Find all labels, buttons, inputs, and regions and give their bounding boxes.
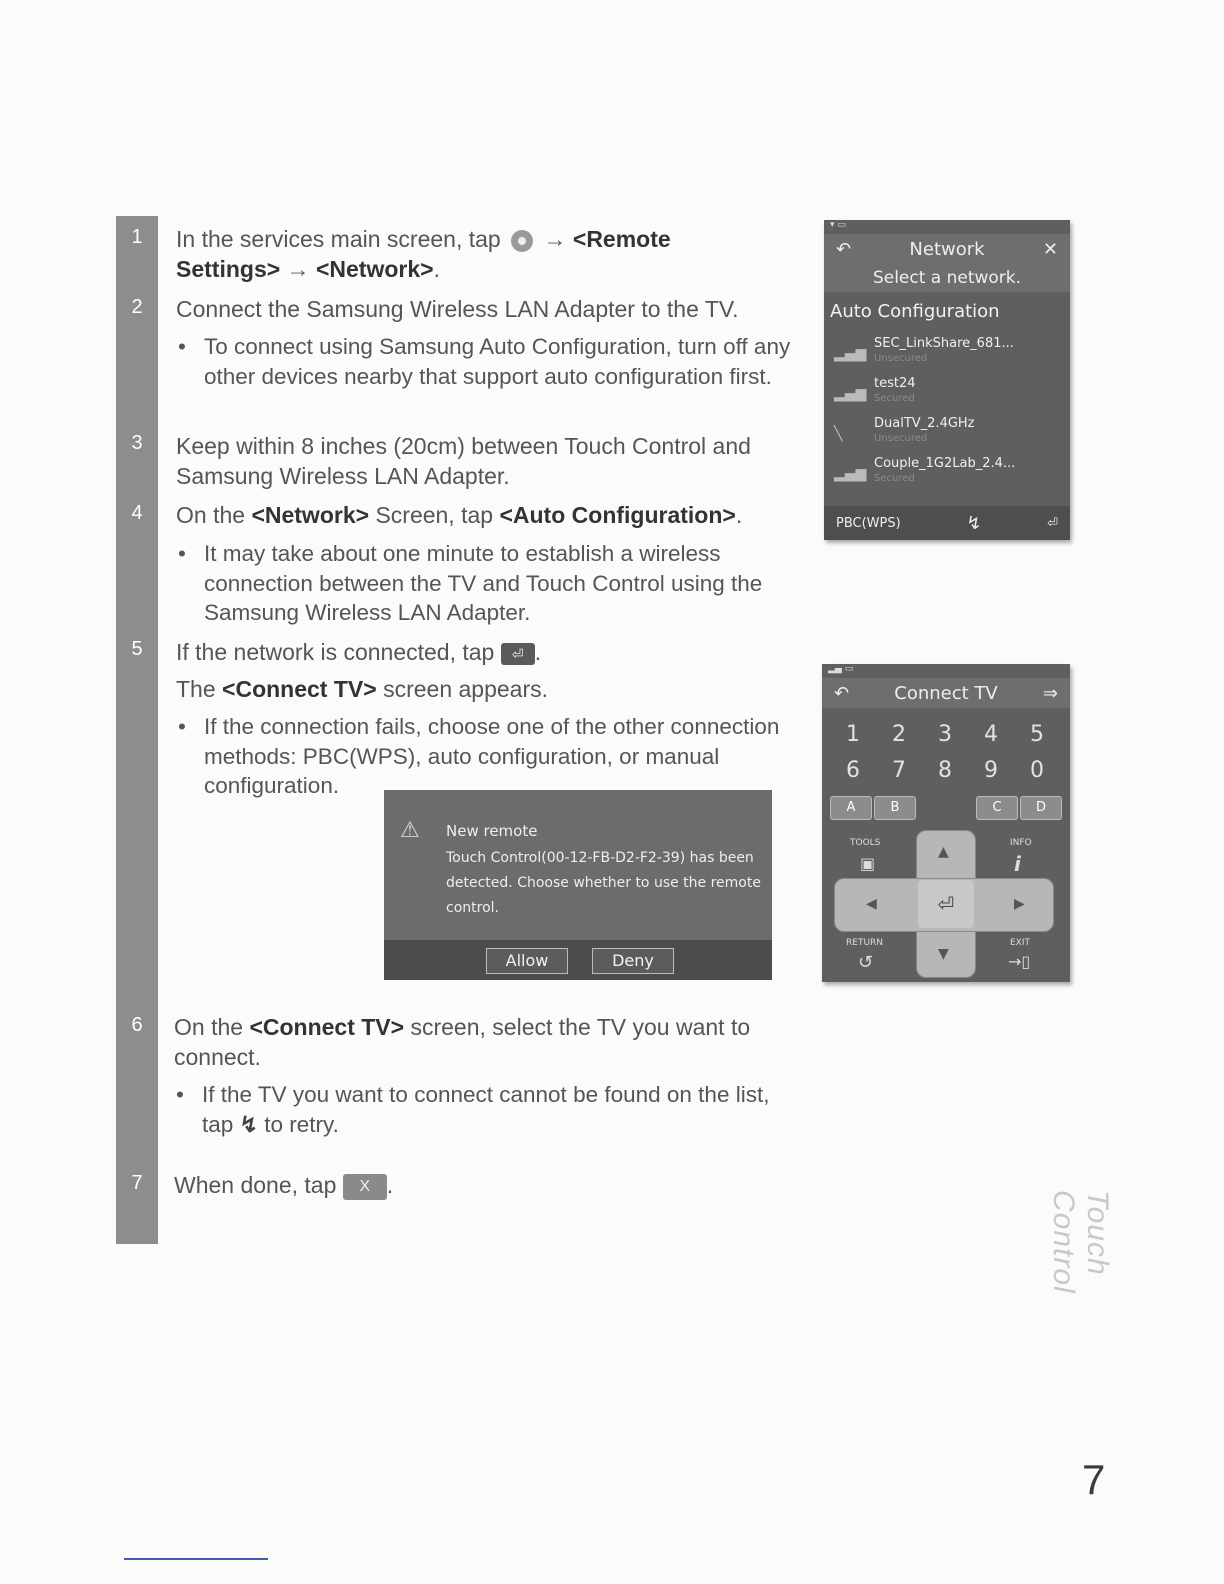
enter-icon[interactable]: ⏎ (1047, 515, 1058, 531)
step-4-bullet: • It may take about one minute to establish a wireless connection between the TV and Touch Control using the Samsung Wireless LAN Adapter. (178, 541, 763, 625)
tools-icon[interactable]: ▣ (860, 854, 876, 873)
color-key-c[interactable]: C (976, 796, 1018, 820)
network-bottombar (824, 506, 1070, 540)
network-item[interactable]: ▂▄▆ SEC_LinkShare_681... Unsecured (834, 336, 1014, 364)
network-item[interactable]: ▂▄▆ test24 Secured (834, 376, 916, 404)
step-6-bullet: • If the TV you want to connect cannot be found on the list, tap ↯ to retry. (176, 1082, 770, 1137)
dialog-title: New remote (446, 822, 538, 840)
step-number: 5 (131, 638, 143, 660)
retry-icon: ↯ (239, 1111, 258, 1137)
dpad-left-icon[interactable]: ◀ (866, 896, 877, 912)
number-key[interactable]: 1 (846, 722, 860, 747)
status-bar: ▂▄ ▭ (828, 664, 854, 674)
step-1-text: In the services main screen, tap → <Remote Settings> → <Network>. (176, 226, 671, 282)
forward-icon[interactable]: ⇒ (1042, 682, 1058, 704)
number-key[interactable]: 9 (984, 758, 998, 783)
dialog-message: Touch Control(00-12-FB-D2-F2-39) has been detected. Choose whether to use the remote control. (446, 850, 761, 916)
step-number: 2 (131, 296, 143, 318)
network-titlebar (824, 234, 1070, 264)
number-key[interactable]: 0 (1030, 758, 1044, 783)
back-icon[interactable]: ↶ (836, 238, 852, 260)
warning-icon: ⚠ (400, 818, 420, 843)
return-label: RETURN (846, 938, 884, 948)
back-icon[interactable]: ↶ (834, 682, 850, 704)
network-screen (824, 220, 1070, 540)
info-icon[interactable]: i (1014, 852, 1021, 876)
connect-titlebar (822, 678, 1070, 708)
bullet-dot: • (176, 1082, 184, 1107)
signal-icon: ▂▄▆ (834, 466, 867, 482)
step-5-text: If the network is connected, tap ⏎ . (176, 639, 542, 665)
bullet-dot: • (178, 541, 186, 566)
step-3-text: Keep within 8 inches (20cm) between Touch Control and Samsung Wireless LAN Adapter. (176, 433, 751, 489)
step-number: 1 (131, 226, 143, 248)
dpad-down-icon[interactable]: ▼ (938, 946, 949, 962)
close-button-icon: X (343, 1174, 387, 1200)
step-number: 3 (131, 432, 143, 454)
number-key[interactable]: 2 (892, 722, 906, 747)
network-subtitle: Select a network. (824, 264, 1070, 292)
bullet-dot: • (178, 334, 186, 359)
new-remote-dialog (384, 790, 772, 980)
return-icon[interactable]: ↺ (858, 952, 874, 973)
step-number: 7 (131, 1172, 143, 1194)
step-2-text: Connect the Samsung Wireless LAN Adapter to the TV. (176, 296, 739, 322)
network-item[interactable]: ╲ DualTV_2.4GHz Unsecured (834, 416, 975, 444)
dpad-up-icon[interactable]: ▲ (938, 844, 949, 860)
signal-icon: ▂▄▆ (834, 386, 867, 402)
step-number: 4 (131, 502, 143, 524)
step-5-subtext: The <Connect TV> screen appears. (176, 676, 549, 702)
step-7-text: When done, tap X . (174, 1172, 394, 1198)
network-item[interactable]: ▂▄▆ Couple_1G2Lab_2.4... Secured (834, 456, 1016, 484)
dpad-right-icon[interactable]: ▶ (1014, 896, 1025, 912)
number-key[interactable]: 4 (984, 722, 998, 747)
step-4-text: On the <Network> Screen, tap <Auto Configuration>. (176, 502, 743, 528)
footer-line (124, 1558, 268, 1560)
settings-gear-icon (511, 230, 533, 252)
color-key-d[interactable]: D (1020, 796, 1062, 820)
allow-button[interactable]: Allow (486, 948, 568, 974)
signal-icon: ▂▄▆ (834, 346, 867, 362)
number-key[interactable]: 3 (938, 722, 952, 747)
step-6-text: On the <Connect TV> screen, select the TV you want to connect. (174, 1014, 751, 1070)
auto-configuration-item[interactable]: Auto Configuration (830, 301, 1000, 322)
dpad-enter-button[interactable]: ⏎ (918, 880, 974, 928)
exit-icon[interactable]: →▯ (1008, 952, 1031, 971)
step-number: 6 (131, 1014, 143, 1036)
no-signal-icon: ╲ (834, 426, 843, 442)
status-bar: ▾ ▭ (830, 220, 846, 230)
deny-button[interactable]: Deny (592, 948, 674, 974)
number-key[interactable]: 5 (1030, 722, 1044, 747)
color-key-b[interactable]: B (874, 796, 916, 820)
retry-icon[interactable]: ↯ (966, 512, 982, 534)
enter-button-icon: ⏎ (501, 643, 535, 665)
step-sidebar (116, 216, 158, 1244)
exit-label: EXIT (1010, 938, 1031, 948)
connect-title: Connect TV (894, 682, 998, 704)
chapter-side-title: Touch Control (1047, 1190, 1114, 1294)
network-title: Network (909, 238, 985, 260)
connect-tv-screen (822, 664, 1070, 982)
close-icon[interactable]: ✕ (1042, 238, 1058, 260)
step-2-bullet: • To connect using Samsung Auto Configuration, turn off any other devices nearby that support auto configuration first. (178, 334, 791, 389)
bullet-dot: • (178, 714, 186, 739)
number-key[interactable]: 8 (938, 758, 952, 783)
color-key-a[interactable]: A (830, 796, 872, 820)
tools-label: TOOLS (850, 838, 881, 848)
page-number: 7 (1082, 1456, 1106, 1503)
pbc-wps-button[interactable]: PBC(WPS) (836, 515, 901, 531)
number-key[interactable]: 6 (846, 758, 860, 783)
dialog-footer (384, 940, 772, 980)
info-label: INFO (1010, 838, 1032, 848)
step-5-bullet: • If the connection fails, choose one of the other connection methods: PBC(WPS), auto configuration, or manual configuration. (178, 714, 780, 798)
number-key[interactable]: 7 (892, 758, 906, 783)
